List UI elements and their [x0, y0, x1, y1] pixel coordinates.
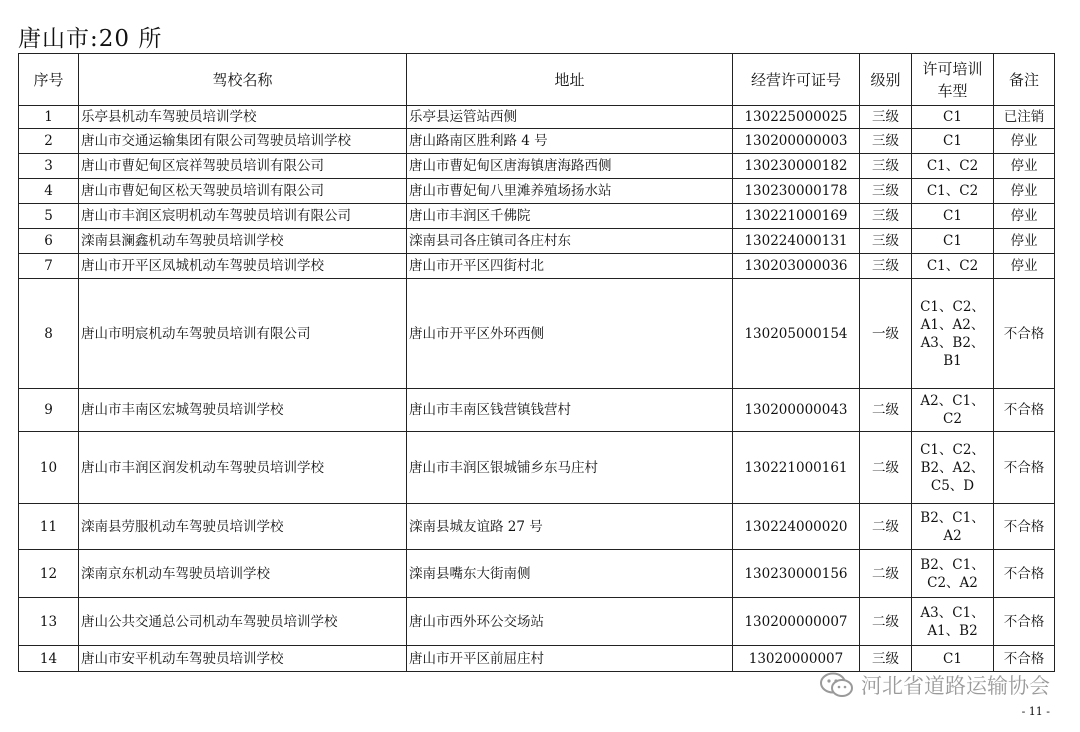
license-number: 130200000003	[733, 129, 860, 154]
school-grade: 三级	[860, 129, 912, 154]
status-note: 停业	[994, 179, 1055, 204]
school-address: 滦南县嘴东大街南侧	[407, 550, 733, 598]
status-note: 停业	[994, 229, 1055, 254]
header-address: 地址	[407, 54, 733, 106]
school-grade: 三级	[860, 106, 912, 129]
vehicle-models: C1	[912, 106, 994, 129]
license-number: 130200000043	[733, 389, 860, 432]
school-grade: 三级	[860, 254, 912, 279]
school-address: 滦南县城友谊路 27 号	[407, 504, 733, 550]
status-note: 不合格	[994, 432, 1055, 504]
header-grade: 级别	[860, 54, 912, 106]
school-name: 滦南县劳服机动车驾驶员培训学校	[79, 504, 407, 550]
table-row	[19, 389, 1055, 432]
school-grade: 二级	[860, 504, 912, 550]
status-note: 停业	[994, 154, 1055, 179]
row-number: 13	[19, 598, 79, 646]
school-name: 乐亭县机动车驾驶员培训学校	[79, 106, 407, 129]
status-note: 不合格	[994, 279, 1055, 389]
row-number: 7	[19, 254, 79, 279]
page-number: - 11 -	[1021, 705, 1050, 718]
status-note: 已注销	[994, 106, 1055, 129]
school-grade: 三级	[860, 179, 912, 204]
header-row	[19, 54, 1055, 106]
vehicle-models: A3、C1、A1、B2	[912, 598, 994, 646]
vehicle-models: B2、C1、A2	[912, 504, 994, 550]
school-name: 唐山市丰润区润发机动车驾驶员培训学校	[79, 432, 407, 504]
license-number: 13020000007	[733, 646, 860, 672]
license-number: 130224000020	[733, 504, 860, 550]
school-address: 唐山市丰南区钱营镇钱营村	[407, 389, 733, 432]
row-number: 9	[19, 389, 79, 432]
license-number: 130230000182	[733, 154, 860, 179]
vehicle-models: A2、C1、C2	[912, 389, 994, 432]
table-row	[19, 154, 1055, 179]
row-number: 8	[19, 279, 79, 389]
school-grade: 三级	[860, 229, 912, 254]
table-row	[19, 254, 1055, 279]
school-address: 唐山市丰润区银城铺乡东马庄村	[407, 432, 733, 504]
school-address: 唐山市开平区前屈庄村	[407, 646, 733, 672]
school-grade: 二级	[860, 432, 912, 504]
school-grade: 三级	[860, 646, 912, 672]
watermark	[819, 670, 1050, 700]
row-number: 4	[19, 179, 79, 204]
wechat-icon	[819, 671, 855, 699]
vehicle-models: C1、C2	[912, 154, 994, 179]
table-row	[19, 550, 1055, 598]
school-name: 唐山市曹妃甸区宸祥驾驶员培训有限公司	[79, 154, 407, 179]
school-address: 唐山市开平区四街村北	[407, 254, 733, 279]
watermark-text: 河北省道路运输协会	[861, 674, 1050, 698]
school-address: 唐山市丰润区千佛院	[407, 204, 733, 229]
vehicle-models: C1、C2	[912, 179, 994, 204]
table-row	[19, 106, 1055, 129]
table-row	[19, 598, 1055, 646]
status-note: 不合格	[994, 646, 1055, 672]
vehicle-models: C1、C2	[912, 254, 994, 279]
row-number: 6	[19, 229, 79, 254]
school-name: 唐山市明宸机动车驾驶员培训有限公司	[79, 279, 407, 389]
school-name: 滦南县澜鑫机动车驾驶员培训学校	[79, 229, 407, 254]
header-name: 驾校名称	[79, 54, 407, 106]
table-row	[19, 279, 1055, 389]
row-number: 1	[19, 106, 79, 129]
status-note: 不合格	[994, 598, 1055, 646]
school-address: 滦南县司各庄镇司各庄村东	[407, 229, 733, 254]
row-number: 11	[19, 504, 79, 550]
school-name: 滦南京东机动车驾驶员培训学校	[79, 550, 407, 598]
table-row	[19, 179, 1055, 204]
school-grade: 二级	[860, 598, 912, 646]
school-name: 唐山市安平机动车驾驶员培训学校	[79, 646, 407, 672]
row-number: 5	[19, 204, 79, 229]
header-models: 许可培训车型	[912, 54, 994, 106]
school-name: 唐山市交通运输集团有限公司驾驶员培训学校	[79, 129, 407, 154]
row-number: 14	[19, 646, 79, 672]
license-number: 130205000154	[733, 279, 860, 389]
school-name: 唐山市曹妃甸区松天驾驶员培训有限公司	[79, 179, 407, 204]
table-row	[19, 432, 1055, 504]
page-heading: 唐山市:20 所	[18, 26, 163, 52]
school-address: 唐山市西外环公交场站	[407, 598, 733, 646]
vehicle-models: C1、C2、A1、A2、A3、B2、B1	[912, 279, 994, 389]
table-row	[19, 204, 1055, 229]
school-grade: 三级	[860, 204, 912, 229]
vehicle-models: B2、C1、C2、A2	[912, 550, 994, 598]
school-name: 唐山公共交通总公司机动车驾驶员培训学校	[79, 598, 407, 646]
license-number: 130221000161	[733, 432, 860, 504]
row-number: 3	[19, 154, 79, 179]
school-address: 唐山路南区胜利路 4 号	[407, 129, 733, 154]
license-number: 130203000036	[733, 254, 860, 279]
status-note: 停业	[994, 204, 1055, 229]
status-note: 停业	[994, 254, 1055, 279]
school-grade: 一级	[860, 279, 912, 389]
school-grade: 三级	[860, 154, 912, 179]
school-address: 乐亭县运管站西侧	[407, 106, 733, 129]
table-row	[19, 229, 1055, 254]
status-note: 不合格	[994, 550, 1055, 598]
table-row	[19, 129, 1055, 154]
row-number: 12	[19, 550, 79, 598]
license-number: 130225000025	[733, 106, 860, 129]
school-name: 唐山市开平区凤城机动车驾驶员培训学校	[79, 254, 407, 279]
license-number: 130221000169	[733, 204, 860, 229]
status-note: 不合格	[994, 389, 1055, 432]
vehicle-models: C1	[912, 129, 994, 154]
status-note: 停业	[994, 129, 1055, 154]
header-note: 备注	[994, 54, 1055, 106]
vehicle-models: C1	[912, 229, 994, 254]
vehicle-models: C1、C2、B2、A2、C5、D	[912, 432, 994, 504]
header-license: 经营许可证号	[733, 54, 860, 106]
row-number: 2	[19, 129, 79, 154]
school-address: 唐山市曹妃甸区唐海镇唐海路西侧	[407, 154, 733, 179]
license-number: 130224000131	[733, 229, 860, 254]
table-row	[19, 646, 1055, 672]
school-address: 唐山市开平区外环西侧	[407, 279, 733, 389]
row-number: 10	[19, 432, 79, 504]
license-number: 130200000007	[733, 598, 860, 646]
school-name: 唐山市丰润区宸明机动车驾驶员培训有限公司	[79, 204, 407, 229]
vehicle-models: C1	[912, 646, 994, 672]
license-number: 130230000178	[733, 179, 860, 204]
table-row	[19, 504, 1055, 550]
school-grade: 二级	[860, 389, 912, 432]
license-number: 130230000156	[733, 550, 860, 598]
school-table	[18, 53, 1055, 672]
header-num: 序号	[19, 54, 79, 106]
status-note: 不合格	[994, 504, 1055, 550]
school-grade: 二级	[860, 550, 912, 598]
vehicle-models: C1	[912, 204, 994, 229]
school-address: 唐山市曹妃甸八里滩养殖场扬水站	[407, 179, 733, 204]
school-name: 唐山市丰南区宏城驾驶员培训学校	[79, 389, 407, 432]
